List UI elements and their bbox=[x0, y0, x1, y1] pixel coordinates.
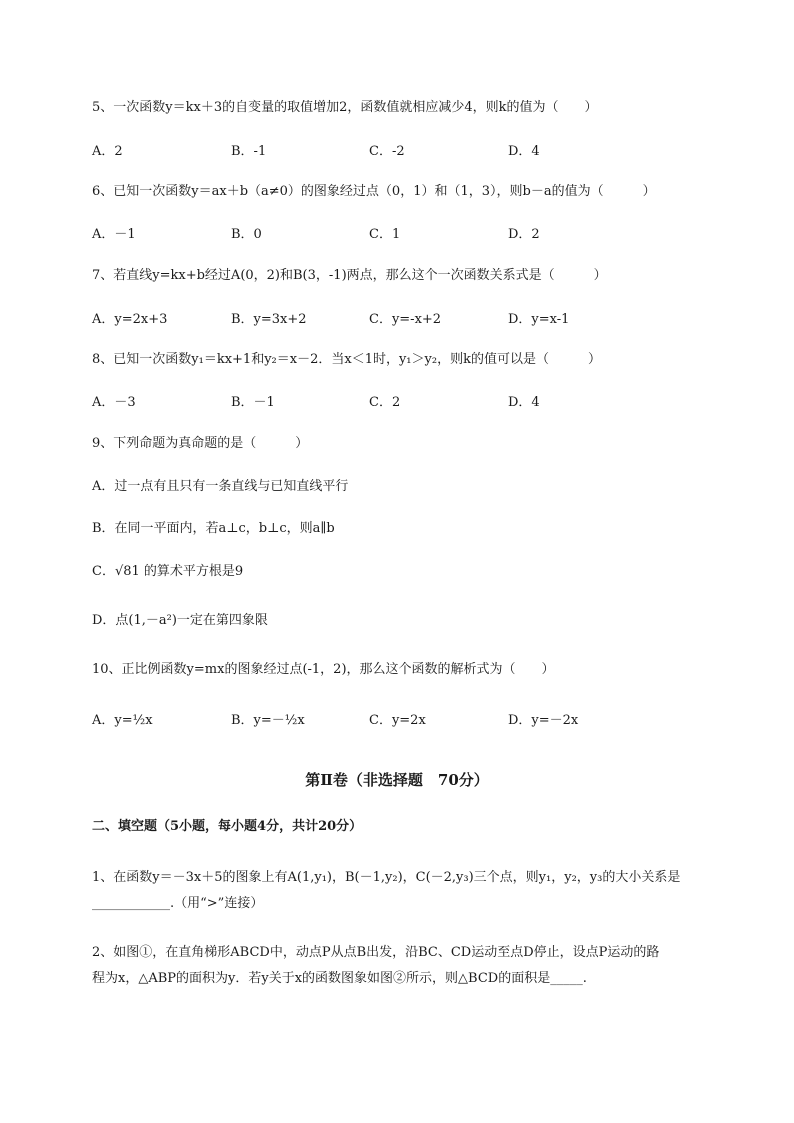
fill-question-1-line-1: 1、在函数y＝－3x＋5的图象上有A(1,y₁)，B(－1,y₂)，C(－2,y₃)三个点，则y₁，y₂，y₃的大小关系是 bbox=[92, 870, 681, 885]
question-10-options bbox=[92, 712, 712, 730]
option-a[interactable]: A．y=½x bbox=[92, 713, 153, 728]
section-2-title: 第Ⅱ卷（非选择题 70分） bbox=[305, 771, 489, 789]
question-8-stem: 8、已知一次函数y₁＝kx+1和y₂＝x－2．当x＜1时，y₁＞y₂，则k的值可以是（ ） bbox=[92, 352, 601, 367]
question-5-stem: 5、一次函数y＝kx＋3的自变量的取值增加2，函数值就相应减少4，则k的值为（ ） bbox=[92, 100, 598, 115]
option-a[interactable]: A．－3 bbox=[92, 395, 136, 410]
option-c[interactable]: C．2 bbox=[369, 395, 401, 410]
option-a[interactable]: A．y=2x+3 bbox=[92, 312, 168, 327]
option-d[interactable]: D．y=x-1 bbox=[508, 312, 570, 327]
fill-question-2 bbox=[92, 940, 704, 992]
option-d[interactable]: D．4 bbox=[508, 144, 540, 159]
question-9-option-d[interactable]: D．点(1,－a²)一定在第四象限 bbox=[92, 613, 268, 628]
option-b[interactable]: B．-1 bbox=[231, 144, 267, 159]
question-7-stem: 7、若直线y=kx+b经过A(0，2)和B(3，-1)两点，那么这个一次函数关系式是（ ） bbox=[92, 268, 607, 283]
option-b[interactable]: B．y=－½x bbox=[231, 713, 305, 728]
fill-question-2-line-2: 程为x，△ABP的面积为y．若y关于x的函数图象如图②所示，则△BCD的面积是_____. bbox=[92, 971, 587, 986]
question-9-stem: 9、下列命题为真命题的是（ ） bbox=[92, 436, 309, 451]
question-8-options bbox=[92, 394, 712, 412]
option-a[interactable]: A．－1 bbox=[92, 227, 136, 242]
fill-question-2-line-1: 2、如图①，在直角梯形ABCD中，动点P从点B出发，沿BC、CD运动至点D停止，设点P运动的路 bbox=[92, 945, 660, 960]
question-9-option-a[interactable]: A．过一点有且只有一条直线与已知直线平行 bbox=[92, 479, 349, 494]
option-c[interactable]: C．1 bbox=[369, 227, 401, 242]
option-b[interactable]: B．－1 bbox=[231, 395, 275, 410]
option-b[interactable]: B．y=3x+2 bbox=[231, 312, 307, 327]
option-d[interactable]: D．2 bbox=[508, 227, 540, 242]
option-c[interactable]: C．y=2x bbox=[369, 713, 426, 728]
option-d[interactable]: D．4 bbox=[508, 395, 540, 410]
question-9-option-b[interactable]: B．在同一平面内，若a⊥c，b⊥c，则a∥b bbox=[92, 521, 335, 536]
fill-question-1 bbox=[92, 865, 704, 917]
option-d[interactable]: D．y=－2x bbox=[508, 713, 579, 728]
question-6-options bbox=[92, 226, 712, 244]
option-c[interactable]: C．y=-x+2 bbox=[369, 312, 442, 327]
question-6-stem: 6、已知一次函数y＝ax＋b（a≠0）的图象经过点（0，1）和（1，3），则b－a的值为（ ） bbox=[92, 184, 656, 199]
question-5-options bbox=[92, 143, 712, 161]
question-9-option-c[interactable]: C．√81 的算术平方根是9 bbox=[92, 564, 244, 579]
option-b[interactable]: B．0 bbox=[231, 227, 262, 242]
section-2-subtitle: 二、填空题（5小题，每小题4分，共计20分） bbox=[92, 819, 363, 834]
option-c[interactable]: C．-2 bbox=[369, 144, 405, 159]
fill-question-1-line-2: ____________.（用“>”连接） bbox=[92, 896, 264, 911]
option-a[interactable]: A．2 bbox=[92, 144, 123, 159]
question-7-options bbox=[92, 311, 712, 329]
question-10-stem: 10、正比例函数y=mx的图象经过点(-1，2)，那么这个函数的解析式为（ ） bbox=[92, 662, 555, 677]
